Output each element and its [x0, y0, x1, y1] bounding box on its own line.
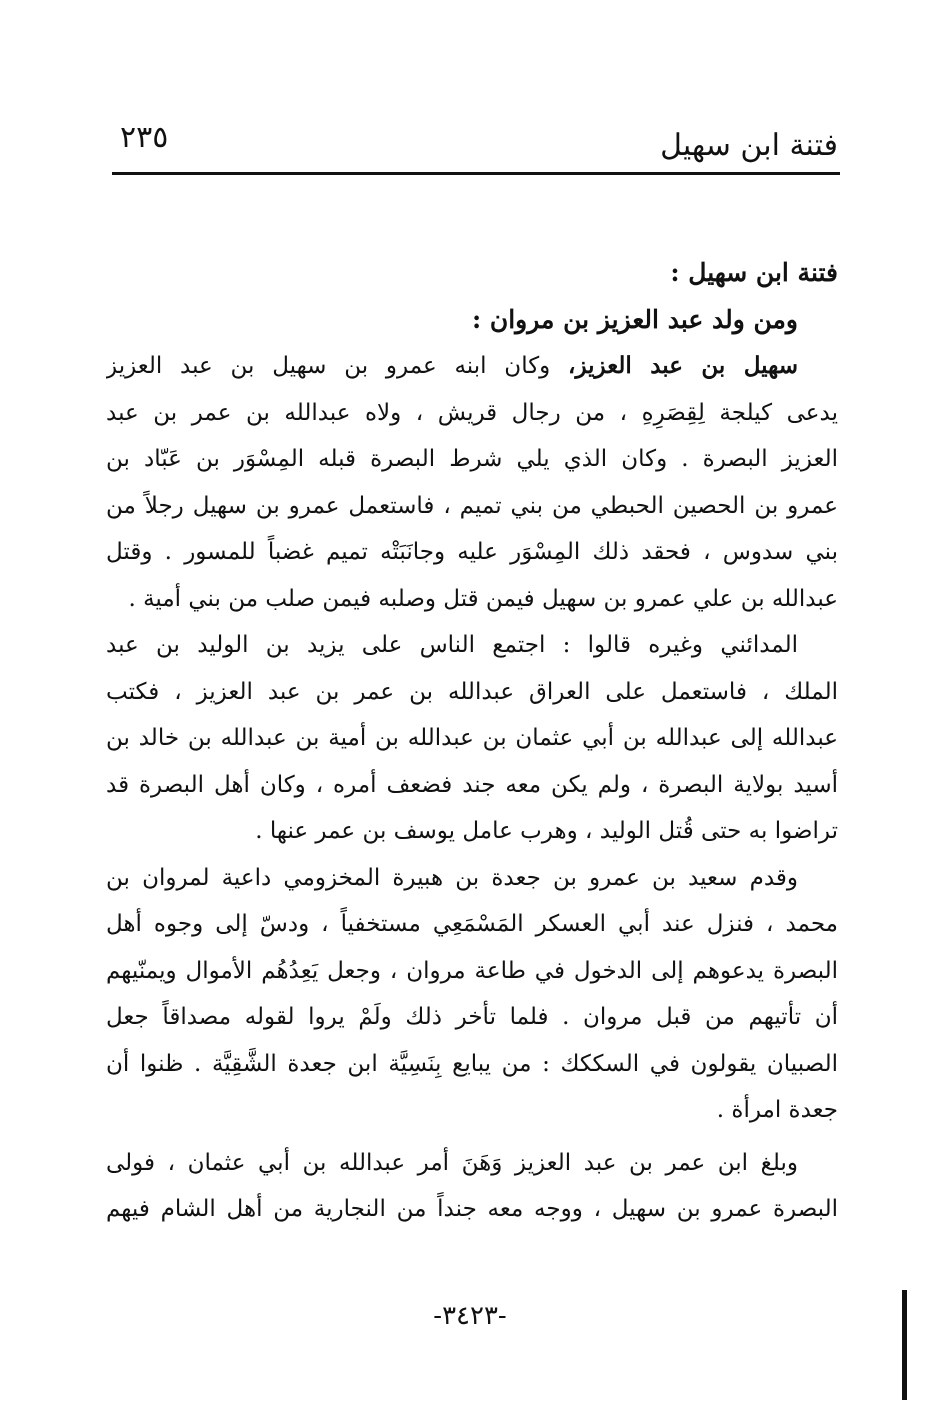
header-rule — [112, 172, 840, 175]
paragraph-line: العزيز البصرة . وكان الذي يلي شرط البصرة قبله المِسْوَر بن عَبّاد بن — [106, 446, 838, 472]
paragraph-line: أسيد بولاية البصرة ، ولم يكن معه جند فضعف أمره ، وكان أهل البصرة قد — [106, 771, 838, 798]
paragraph-line: المدائني وغيره قالوا : اجتمع الناس على يزيد بن الوليد بن عبد — [106, 632, 798, 658]
line-text: وكان ابنه عمرو بن سهيل بن عبد العزيز — [106, 353, 569, 379]
paragraph-line: محمد ، فنزل عند أبي العسكر المَسْمَعِي مستخفياً ، ودسّ إلى وجوه أهل — [106, 911, 838, 937]
paragraph-line: يدعى كيلجة لِقِصَرِهِ ، من رجال قريش ، ولاه عبدالله بن عمر بن عبد — [106, 399, 838, 426]
page-number: ٢٣٥ — [120, 120, 169, 155]
paragraph-line: بني سدوس ، فحقد ذلك المِسْوَر عليه وجانَبَتْه تميم غضباً للمسور . وقتل — [106, 539, 838, 565]
paragraph-line: البصرة عمرو بن سهيل ، ووجه معه جنداً من النجارية من أهل الشام فيهم — [106, 1196, 838, 1222]
section-subheading: ومن ولد عبد العزيز بن مروان : — [471, 304, 798, 334]
paragraph-line: الصبيان يقولون في السككك : من يبايع بِنَسِيَّة ابن جعدة الشَّقِيَّة . ظنوا أن — [106, 1050, 838, 1077]
paragraph-line: جعدة امرأة . — [716, 1097, 838, 1123]
paragraph-line — [106, 343, 838, 390]
paragraph-line: البصرة يدعوهم إلى الدخول في طاعة مروان ، وجعل يَعِدُهُم الأموال ويمنّيهم — [106, 957, 838, 984]
paragraph-line: تراضوا به حتى قُتل الوليد ، وهرب عامل يوسف بن عمر عنها . — [255, 818, 838, 844]
paragraph-line: الملك ، فاستعمل على العراق عبدالله بن عمر بن عبد العزيز ، فكتب — [106, 678, 838, 705]
body-text — [106, 250, 838, 1233]
section-heading: فتنة ابن سهيل : — [670, 258, 838, 287]
paragraph-line: عمرو بن الحصين الحبطي من بني تميم ، فاستعمل عمرو بن سهيل رجلاً من — [106, 492, 838, 519]
paragraph-line: أن تأتيهم من قبل مروان . فلما تأخر ذلك ولَمْ يروا لقوله مصداقاً جعل — [106, 1004, 838, 1030]
running-title: فتنة ابن سهيل — [660, 128, 838, 163]
paragraph-line: عبدالله بن علي عمرو بن سهيل فيمن قتل وصلبه فيمن صلب من بني أمية . — [128, 585, 838, 612]
bold-name: سهيل بن عبد العزيز، — [568, 352, 798, 379]
footer-page-number: -٣٤٢٣- — [433, 1301, 507, 1331]
margin-line — [902, 1290, 907, 1400]
paragraph-line: وقدم سعيد بن عمرو بن جعدة بن هبيرة المخزومي داعية لمروان بن — [106, 864, 798, 891]
paragraph-line: عبدالله إلى عبدالله بن أبي عثمان بن عبدالله بن أمية بن عبدالله بن خالد بن — [106, 725, 838, 751]
paragraph-line: وبلغ ابن عمر بن عبد العزيز وَهَنَ أمر عبدالله بن أبي عثمان ، فولى — [106, 1149, 798, 1176]
